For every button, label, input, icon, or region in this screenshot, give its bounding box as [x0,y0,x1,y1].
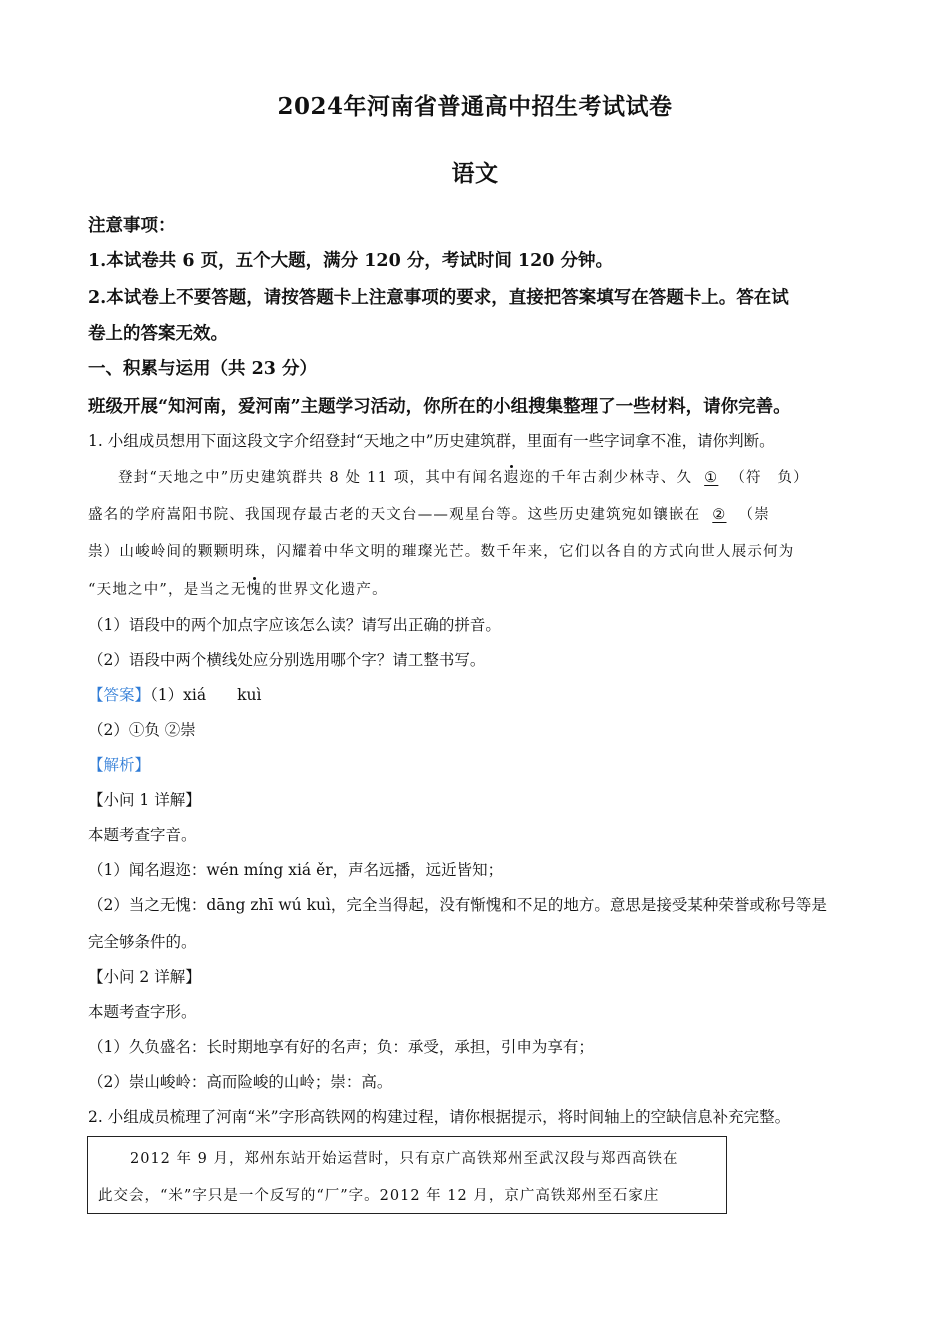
subject-title: 语文 [451,160,499,187]
detail-2-intro: 本题考查字形。 [88,1003,197,1021]
detail-1-item-2-line-2: 完全够条件的。 [88,933,197,951]
blank-1: ① [704,470,719,486]
analysis-label: 【解析】 [88,756,151,774]
dotted-char: 遐 [503,470,520,486]
passage-text: 盛名的学府嵩阳书院、我国现存最古老的天文台——观星台等。这些历史建筑宛如镶嵌在 [88,507,701,523]
sub-question-1: （1）语段中的两个加点字应该怎么读？请写出正确的拼音。 [88,616,501,634]
answer-line-2: （2）①负 ②崇 [88,721,196,739]
detail-1-item-1: （1）闻名遐迩：wén míng xiá ěr，声名远播，远近皆知； [88,861,504,879]
notice-item-1: 1.本试卷共 6 页，五个大题，满分 120 分，考试时间 120 分钟。 [88,251,614,271]
passage-text: 登封“天地之中”历史建筑群共 8 处 11 项，其中有闻名 [118,470,504,486]
detail-1-intro: 本题考查字音。 [88,826,197,844]
material-box-line-2: 此交会，“米”字只是一个反写的“厂”字。2012 年 12 月，京广高铁郑州至石家庄 [98,1188,660,1204]
detail-2-heading: 【小问 2 详解】 [88,968,201,986]
answer-text: （1）xiá kuì [150,686,262,704]
question-2-stem: 2. 小组成员梳理了河南“米”字形高铁网的构建过程，请你根据提示，将时间轴上的空缺信息补充完整。 [88,1108,791,1126]
material-box-line-1: 2012 年 9 月，郑州东站开始运营时，只有京广高铁郑州至武汉段与郑西高铁在 [130,1151,679,1167]
passage-text: （符 负） [730,470,809,486]
sub-question-2: （2）语段中两个横线处应分别选用哪个字？请工整书写。 [88,651,486,669]
section-1-heading: 一、积累与运用（共 23 分） [88,359,318,379]
detail-1-item-2-line-1: （2）当之无愧：dāng zhī wú kuì，完全当得起，没有惭愧和不足的地方。意思是接受某种荣誉或称号等是 [88,896,827,914]
notice-heading: 注意事项： [88,216,176,236]
passage-text: 的世界文化遗产。 [262,582,388,598]
blank-2: ② [712,507,727,523]
passage-text: 迩的千年古刹少林寺、久 [519,470,693,486]
dotted-char: 愧 [246,582,263,598]
answer-label: 【答案】 [88,686,151,704]
section-1-intro: 班级开展“知河南，爱河南”主题学习活动，你所在的小组搜集整理了一些材料，请你完善。 [88,397,791,417]
answer-line-1 [88,683,868,705]
passage-line-3: 祟）山峻岭间的颗颗明珠，闪耀着中华文明的璀璨光芒。数千年来，它们以各自的方式向世人展示何为 [88,544,795,560]
notice-item-2-line-1: 2.本试卷上不要答题，请按答题卡上注意事项的要求，直接把答案填写在答题卡上。答在试 [88,288,789,308]
passage-line-1 [118,466,898,487]
question-1-stem: 1. 小组成员想用下面这段文字介绍登封“天地之中”历史建筑群，里面有一些字词拿不准，请你判断。 [88,432,775,450]
detail-2-item-2: （2）崇山峻岭：高而险峻的山岭；崇：高。 [88,1073,393,1091]
detail-1-heading: 【小问 1 详解】 [88,791,201,809]
passage-text: “天地之中”，是当之无 [88,582,247,598]
notice-item-2-line-2: 卷上的答案无效。 [88,324,228,344]
passage-text: （崇 [738,507,770,523]
exam-title: 2024年河南省普通高中招生考试试卷 [277,93,673,120]
passage-line-4 [88,578,868,599]
detail-2-item-1: （1）久负盛名：长时期地享有好的名声；负：承受，承担，引申为享有； [88,1038,594,1056]
material-box [87,1136,727,1214]
passage-line-2 [88,503,868,524]
